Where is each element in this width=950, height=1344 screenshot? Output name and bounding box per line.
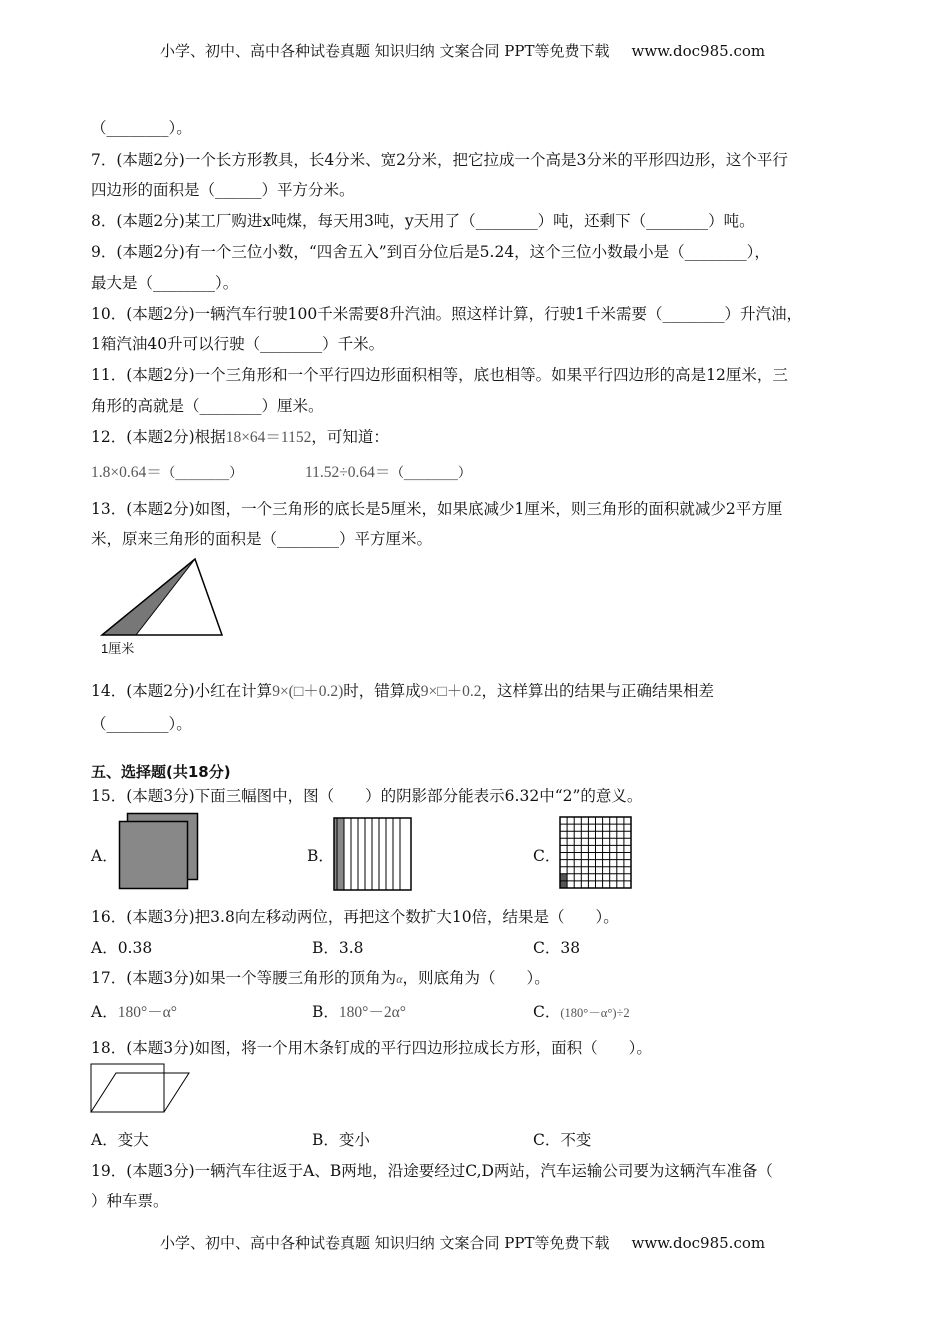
header-url[interactable]: www.doc985.com xyxy=(631,42,766,60)
q12-expr1: 1.8×0.64＝ xyxy=(91,464,162,481)
q14-suffix: ，这样算出的结果与正确结果相差 xyxy=(481,682,715,700)
q14-line1 xyxy=(91,679,714,701)
q7-line2: 四边形的面积是（______）平方分米。 xyxy=(91,181,355,199)
q14-formula2: 9×□＋0.2 xyxy=(420,683,482,700)
q16-option-b[interactable]: B．3.8 xyxy=(312,939,364,957)
q18-option-a[interactable]: A．变大 xyxy=(91,1131,149,1149)
q15-b-strip-lines xyxy=(334,818,411,890)
q9-line2: 最大是（________）。 xyxy=(91,274,239,292)
q15-figure-a xyxy=(118,812,200,890)
q12-expr2: 11.52÷0.64＝ xyxy=(305,464,391,481)
q17-option-c-letter: C． xyxy=(533,1003,561,1021)
q12-blank1: （________） xyxy=(161,465,243,481)
q17-option-a-letter: A． xyxy=(91,1003,118,1021)
q17-prefix: 17．(本题3分)如果一个等腰三角形的顶角为 xyxy=(91,969,397,987)
q6-answer-blank: （________）。 xyxy=(91,119,192,137)
q15-figure-b xyxy=(333,817,413,891)
q15-option-c-label: C． xyxy=(533,847,561,865)
footer-text: 小学、初中、高中各种试卷真题 知识归纳 文案合同 PPT等免费下载 xyxy=(160,1234,610,1252)
header-text: 小学、初中、高中各种试卷真题 知识归纳 文案合同 PPT等免费下载 xyxy=(160,42,610,60)
q12-prefix: 12．(本题2分)根据 xyxy=(91,428,226,446)
page-footer xyxy=(160,1232,765,1253)
q14-formula1: 9×(□＋0.2) xyxy=(272,683,344,700)
q15-option-a-label: A． xyxy=(91,847,118,865)
q16-line: 16．(本题3分)把3.8向左移动两位，再把这个数扩大10倍，结果是（ ）。 xyxy=(91,908,619,926)
section-5-title: 五、选择题(共18分) xyxy=(91,763,231,781)
q17-line xyxy=(91,966,550,988)
q15-b-shaded-strip xyxy=(334,818,344,890)
q18-option-b[interactable]: B．变小 xyxy=(312,1131,370,1149)
q19-line1: 19．(本题3分)一辆汽车往返于A、B两地，沿途要经过C,D两站，汽车运输公司要为这辆汽车准备（ xyxy=(91,1162,773,1180)
q17-alpha: α xyxy=(396,972,403,986)
q18-parallelogram xyxy=(91,1073,189,1112)
q10-line1: 10．(本题2分)一辆汽车行驶100千米需要8升汽油。照这样计算，行驶1千米需要（________）升汽油， xyxy=(91,305,802,323)
q13-fig-label: 1厘米 xyxy=(101,641,135,656)
q11-line2: 角形的高就是（________）厘米。 xyxy=(91,397,324,415)
q12-suffix: ，可知道： xyxy=(311,428,389,446)
q17-option-c-formula: (180°－α°)÷2 xyxy=(560,1006,630,1020)
q18-line: 18．(本题3分)如图，将一个用木条钉成的平行四边形拉成长方形，面积（ ）。 xyxy=(91,1039,652,1057)
q15-option-b-label: B． xyxy=(307,847,334,865)
q14-line2: （________）。 xyxy=(91,715,192,733)
footer-url[interactable]: www.doc985.com xyxy=(631,1234,766,1252)
q19-line2: ）种车票。 xyxy=(91,1192,169,1210)
q14-prefix: 14．(本题2分)小红在计算 xyxy=(91,682,273,700)
q15-line: 15．(本题3分)下面三幅图中，图（ ）的阴影部分能表示6.32中“2”的意义。 xyxy=(91,787,643,805)
q13-line2: 米，原来三角形的面积是（________）平方厘米。 xyxy=(91,530,433,548)
q18-rectangle xyxy=(91,1064,164,1112)
q7-line1: 7．(本题2分)一个长方形教具，长4分米、宽2分米，把它拉成一个高是3分米的平形四边形，这个平行 xyxy=(91,151,788,169)
q12-sub1 xyxy=(91,460,243,482)
q16-option-a[interactable]: A．0.38 xyxy=(91,939,153,957)
q17-option-b[interactable] xyxy=(312,1000,406,1022)
q14-mid: 时，错算成 xyxy=(343,682,421,700)
q13-triangle-figure xyxy=(96,555,231,640)
q13-cut-line xyxy=(136,559,195,635)
q15-figure-c xyxy=(559,816,633,890)
q17-option-b-letter: B． xyxy=(312,1003,339,1021)
q12-sub2 xyxy=(305,460,471,482)
q15-a-front-square xyxy=(120,822,188,889)
q11-line1: 11．(本题2分)一个三角形和一个平行四边形面积相等，底也相等。如果平行四边形的高是12厘米，三 xyxy=(91,366,788,384)
q17-option-c[interactable] xyxy=(533,1000,630,1022)
q12-formula: 18×64＝1152 xyxy=(225,429,312,446)
q12-line xyxy=(91,425,389,447)
q18-option-c[interactable]: C．不变 xyxy=(533,1131,592,1149)
q17-suffix: ，则底角为（ ）。 xyxy=(402,969,550,987)
q17-option-a[interactable] xyxy=(91,1000,177,1022)
q10-line2: 1箱汽油40升可以行驶（________）千米。 xyxy=(91,335,385,353)
q17-option-a-formula: 180°－α° xyxy=(117,1004,177,1021)
page-header xyxy=(160,40,765,61)
q15-c-grid xyxy=(560,817,631,888)
q17-option-b-formula: 180°－2α° xyxy=(338,1004,406,1021)
q18-figure xyxy=(88,1062,193,1114)
q16-option-c[interactable]: C．38 xyxy=(533,939,581,957)
q9-line1: 9．(本题2分)有一个三位小数，“四舍五入”到百分位后是5.24，这个三位小数最小是（________）， xyxy=(91,243,770,261)
q13-line1: 13．(本题2分)如图，一个三角形的底长是5厘米，如果底减少1厘米，则三角形的面积就减少2平方厘 xyxy=(91,500,783,518)
q12-blank2: （________） xyxy=(390,465,472,481)
q8-line: 8．(本题2分)某工厂购进x吨煤，每天用3吨，y天用了（________）吨，还剩下（________）吨。 xyxy=(91,212,755,230)
